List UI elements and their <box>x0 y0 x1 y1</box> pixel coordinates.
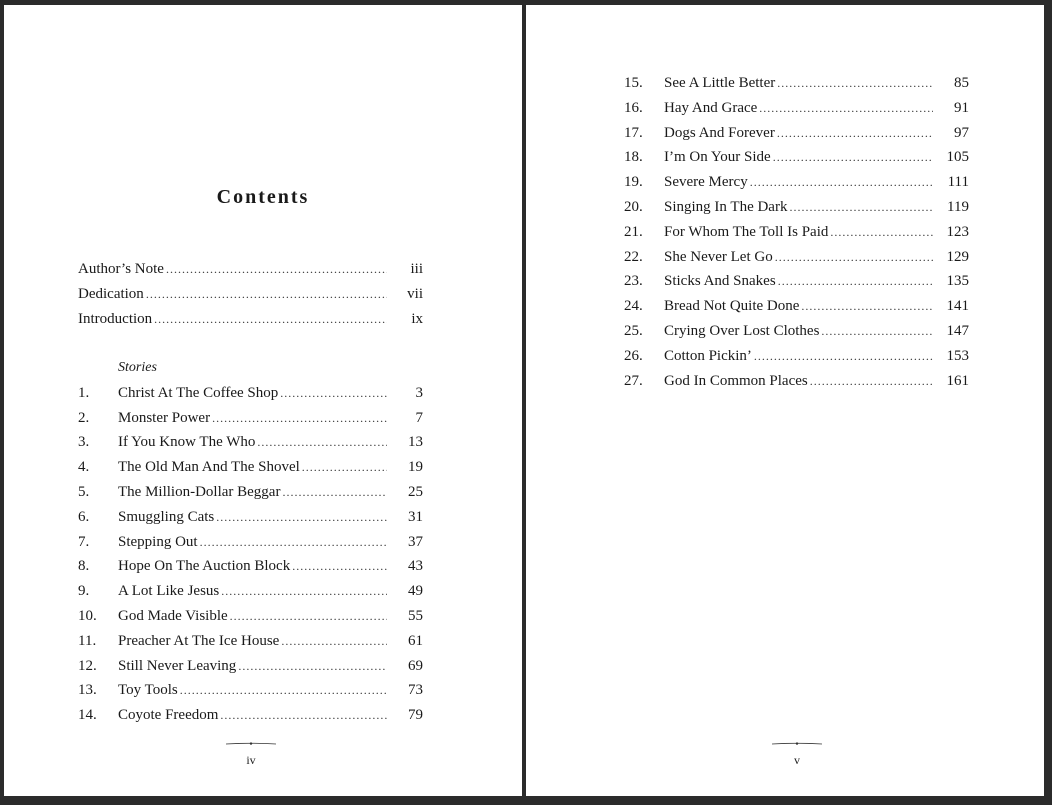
toc-number: 11. <box>78 632 97 649</box>
toc-label: See A Little Better <box>664 75 776 91</box>
dot-leader <box>801 299 933 314</box>
toc-label: For Whom The Toll Is Paid <box>664 223 829 240</box>
dot-leader <box>221 584 387 599</box>
toc-row[interactable] <box>78 658 423 683</box>
toc-page-number: 153 <box>946 347 969 364</box>
toc-number: 17. <box>624 124 643 141</box>
toc-label: Hope On The Auction Block <box>118 558 291 575</box>
toc-page-number: 73 <box>408 682 423 699</box>
toc-label: Dogs And Forever <box>664 124 775 141</box>
toc-row[interactable] <box>624 199 969 224</box>
toc-page-number: 19 <box>408 459 423 476</box>
toc-number: 8. <box>78 558 90 575</box>
page-number-footer: v <box>794 753 800 767</box>
dot-leader <box>754 349 933 364</box>
dot-leader <box>200 535 387 550</box>
toc-row[interactable] <box>624 224 969 249</box>
toc-page-number: 13 <box>408 434 423 451</box>
toc-page-number: 69 <box>408 657 423 674</box>
toc-page-number: 79 <box>408 707 423 724</box>
toc-number: 16. <box>624 99 643 116</box>
toc-label: Toy Tools <box>118 682 178 699</box>
toc-number: 27. <box>624 372 643 389</box>
toc-page-number: 129 <box>946 248 969 265</box>
toc-row[interactable] <box>624 125 969 150</box>
dot-leader <box>775 250 933 265</box>
toc-label: Dedication <box>78 285 144 302</box>
flourish-ornament <box>226 742 276 746</box>
dot-leader <box>821 324 933 339</box>
toc-label: Still Never Leaving <box>118 657 237 674</box>
toc-number: 12. <box>78 657 97 674</box>
dot-leader <box>282 485 387 500</box>
toc-number: 2. <box>78 409 90 426</box>
toc-number: 13. <box>78 682 97 699</box>
dot-leader <box>777 76 933 91</box>
toc-row[interactable] <box>78 534 423 559</box>
toc-row[interactable] <box>78 434 423 459</box>
toc-label: Bread Not Quite Done <box>664 298 800 315</box>
toc-page-number: 135 <box>946 273 969 290</box>
right-page <box>526 5 1044 796</box>
toc-page-number: 37 <box>408 533 423 550</box>
toc-label: Monster Power <box>118 409 211 426</box>
toc-label: Smuggling Cats <box>118 508 215 525</box>
dot-leader <box>154 312 387 327</box>
toc-number: 7. <box>78 533 90 550</box>
dot-leader <box>166 262 387 277</box>
dot-leader <box>216 510 387 525</box>
toc-number: 1. <box>78 384 90 401</box>
toc-page-number: 111 <box>947 174 969 191</box>
toc-page-number: ix <box>411 310 423 327</box>
dot-leader <box>302 460 387 475</box>
toc-label: God In Common Places <box>664 372 808 389</box>
toc-row[interactable] <box>78 410 423 435</box>
toc-row[interactable] <box>624 75 969 100</box>
toc-number: 5. <box>78 483 90 500</box>
toc-number: 4. <box>78 459 90 476</box>
dot-leader <box>810 374 933 389</box>
toc-label: Crying Over Lost Clothes <box>664 322 820 339</box>
toc-label: The Million-Dollar Beggar <box>118 483 281 500</box>
toc-number: 18. <box>624 149 643 166</box>
toc-number: 21. <box>624 223 643 240</box>
toc-row[interactable] <box>624 273 969 298</box>
toc-number: 9. <box>78 583 90 600</box>
toc-label: Preacher At The Ice House <box>118 632 280 649</box>
toc-label: She Never Let Go <box>664 248 773 265</box>
toc-row[interactable] <box>624 323 969 348</box>
toc-row[interactable] <box>78 311 423 336</box>
dot-leader <box>230 609 387 624</box>
toc-row[interactable] <box>78 707 423 732</box>
dot-leader <box>750 175 933 190</box>
dot-leader <box>773 150 933 165</box>
dot-leader <box>777 126 933 141</box>
toc-row[interactable] <box>78 459 423 484</box>
toc-label: Coyote Freedom <box>118 707 219 724</box>
toc-label: Stepping Out <box>118 533 198 550</box>
toc-page-number: 85 <box>954 75 969 91</box>
toc-number: 19. <box>624 174 643 191</box>
dot-leader <box>281 634 387 649</box>
toc-label: Singing In The Dark <box>664 198 788 215</box>
dot-leader <box>830 225 933 240</box>
toc-row[interactable] <box>78 509 423 534</box>
stories-list-continued <box>624 75 969 397</box>
toc-number: 24. <box>624 298 643 315</box>
dot-leader <box>292 559 387 574</box>
toc-page-number: 141 <box>946 298 969 315</box>
toc-page-number: iii <box>410 261 423 277</box>
toc-label: The Old Man And The Shovel <box>118 459 300 476</box>
toc-label: Cotton Pickin’ <box>664 347 752 364</box>
stories-list <box>78 360 423 732</box>
toc-number: 10. <box>78 607 97 624</box>
flourish-ornament <box>772 742 822 746</box>
toc-row[interactable] <box>624 100 969 125</box>
toc-page-number: 3 <box>415 384 423 401</box>
toc-label: Author’s Note <box>78 261 164 277</box>
toc-number: 25. <box>624 322 643 339</box>
dot-leader <box>180 683 387 698</box>
toc-row[interactable] <box>624 373 969 398</box>
toc-number: 3. <box>78 434 90 451</box>
contents-title: Contents <box>216 186 310 208</box>
toc-number: 26. <box>624 347 643 364</box>
toc-page-number: 61 <box>408 632 423 649</box>
section-label-stories: Stories <box>118 360 157 375</box>
dot-leader <box>778 274 933 289</box>
toc-number: 23. <box>624 273 643 290</box>
toc-row[interactable] <box>624 348 969 373</box>
dot-leader <box>146 287 387 302</box>
toc-row[interactable] <box>624 174 969 199</box>
toc-label: Sticks And Snakes <box>664 273 776 290</box>
toc-label: Introduction <box>78 310 153 327</box>
toc-page-number: 49 <box>408 583 423 600</box>
dot-leader <box>212 411 387 426</box>
toc-page-number: 55 <box>408 607 423 624</box>
toc-row[interactable] <box>78 633 423 658</box>
toc-number: 15. <box>624 75 643 91</box>
toc-number: 14. <box>78 707 97 724</box>
toc-row[interactable] <box>624 149 969 174</box>
toc-page-number: 91 <box>954 99 969 116</box>
toc-row[interactable] <box>624 249 969 274</box>
toc-label: Hay And Grace <box>664 99 758 116</box>
toc-page-number: 105 <box>946 149 969 166</box>
toc-page-number: 147 <box>946 322 969 339</box>
dot-leader <box>759 101 933 116</box>
toc-label: Christ At The Coffee Shop <box>118 384 279 401</box>
toc-number: 6. <box>78 508 90 525</box>
toc-row[interactable] <box>78 682 423 707</box>
toc-row[interactable] <box>624 298 969 323</box>
toc-label: God Made Visible <box>118 607 228 624</box>
dot-leader <box>789 200 933 215</box>
toc-page-number: 97 <box>954 124 969 141</box>
toc-row[interactable] <box>78 558 423 583</box>
toc-row[interactable] <box>78 608 423 633</box>
toc-page-number: 7 <box>415 409 423 426</box>
toc-number: 22. <box>624 248 643 265</box>
dot-leader <box>238 659 387 674</box>
toc-page-number: 43 <box>408 558 423 575</box>
toc-row[interactable] <box>78 583 423 608</box>
dot-leader <box>257 435 387 450</box>
left-page <box>4 5 522 796</box>
toc-page-number: 161 <box>946 372 969 389</box>
toc-number: 20. <box>624 198 643 215</box>
toc-label: A Lot Like Jesus <box>118 583 220 600</box>
toc-row[interactable] <box>78 261 423 286</box>
toc-page-number: 31 <box>408 508 423 525</box>
toc-row[interactable] <box>78 484 423 509</box>
dot-leader <box>220 708 387 723</box>
toc-label: I’m On Your Side <box>664 149 771 166</box>
front-matter-list <box>78 261 423 335</box>
toc-page-number: 25 <box>408 483 423 500</box>
toc-row[interactable] <box>78 385 423 410</box>
page-number-footer: iv <box>246 753 256 767</box>
toc-label: If You Know The Who <box>118 434 256 451</box>
toc-page-number: 123 <box>946 223 969 240</box>
toc-label: Severe Mercy <box>664 174 748 191</box>
toc-row[interactable] <box>78 286 423 311</box>
dot-leader <box>280 386 387 401</box>
toc-page-number: 119 <box>947 198 969 215</box>
toc-page-number: vii <box>407 285 423 302</box>
